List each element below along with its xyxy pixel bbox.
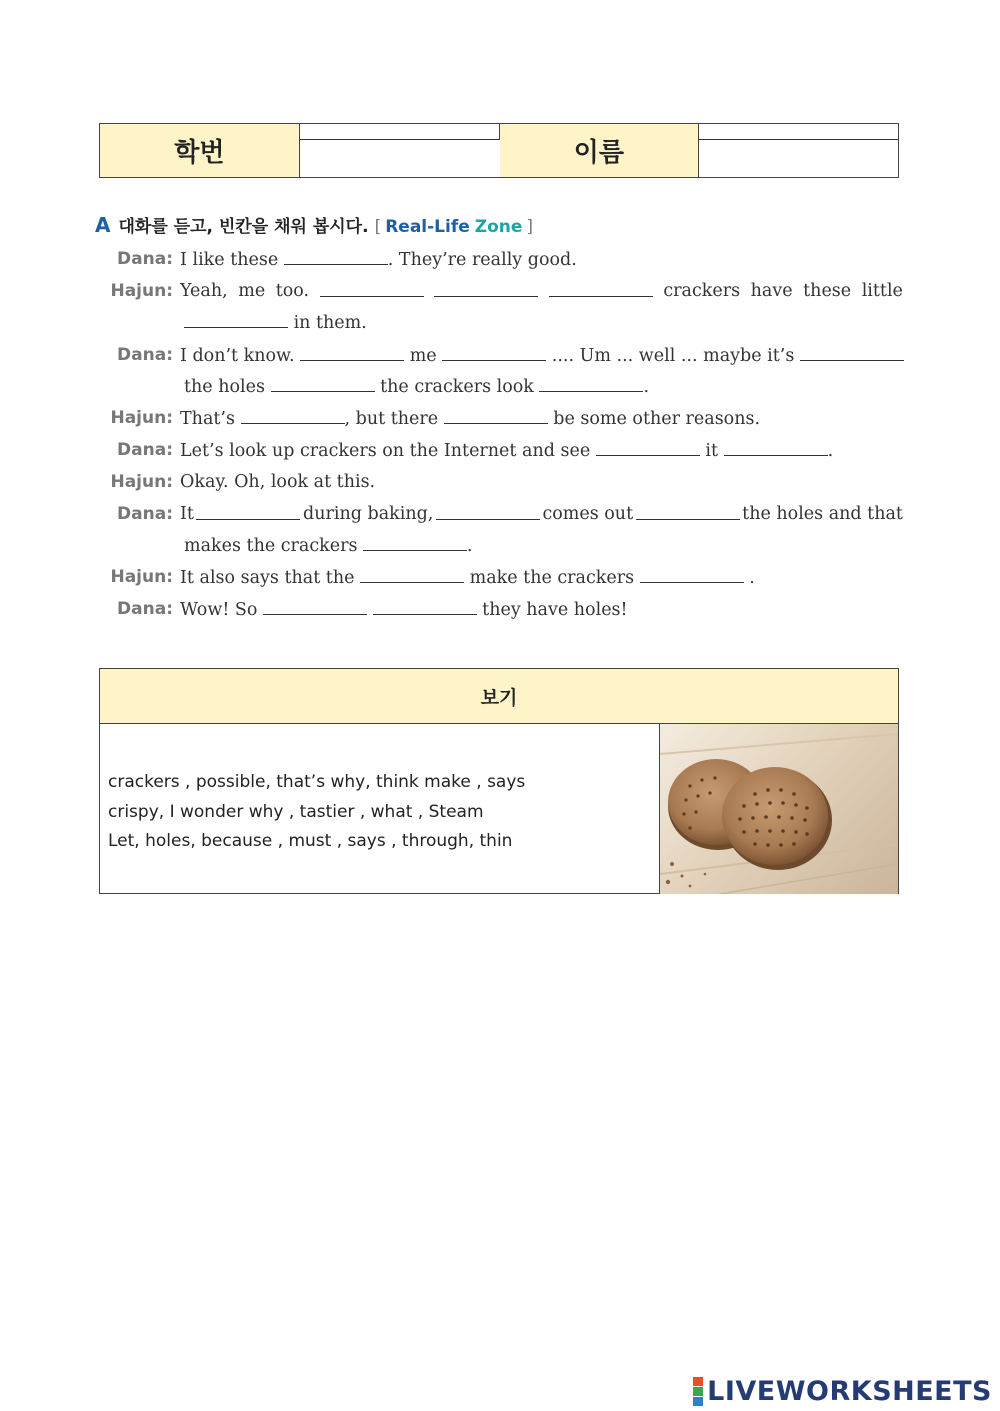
dialogue-line bbox=[180, 280, 903, 302]
word-bank-line: crackers , possible, that’s why, think make , says bbox=[108, 772, 526, 792]
dialogue-text: the holes and that bbox=[742, 504, 903, 524]
dialogue-text: It bbox=[180, 504, 194, 524]
liveworksheets-logo bbox=[693, 1376, 992, 1407]
answer-blank[interactable] bbox=[444, 407, 548, 424]
speaker-label: Hajun: bbox=[110, 408, 173, 428]
speaker-label: Hajun: bbox=[110, 567, 173, 587]
logo-block bbox=[693, 1377, 703, 1386]
word-bank-body bbox=[100, 724, 898, 894]
section-instruction: 대화를 듣고, 빈칸을 채워 봅시다. bbox=[118, 217, 369, 237]
section-heading bbox=[95, 212, 533, 237]
dialogue-text: , but there bbox=[344, 409, 439, 429]
section-letter: A bbox=[95, 213, 111, 237]
answer-blank[interactable] bbox=[724, 439, 828, 456]
student-info-table bbox=[99, 123, 899, 178]
dialogue-line bbox=[180, 407, 760, 430]
answer-blank[interactable] bbox=[373, 598, 477, 615]
dialogue-line bbox=[180, 248, 577, 271]
dialogue-text: little bbox=[861, 281, 903, 301]
word-bank-list bbox=[100, 724, 660, 894]
answer-blank[interactable] bbox=[549, 280, 653, 297]
answer-blank[interactable] bbox=[320, 280, 424, 297]
dialogue-line bbox=[180, 566, 755, 589]
dialogue-line bbox=[180, 439, 833, 462]
dialogue-text: these bbox=[803, 281, 852, 301]
dialogue-line bbox=[180, 598, 628, 621]
dialogue-text: the holes bbox=[184, 377, 265, 397]
dialogue-text: me bbox=[238, 281, 266, 301]
speaker-label: Hajun: bbox=[110, 281, 173, 301]
word-bank-line: crispy, I wonder why , tastier , what , Steam bbox=[108, 801, 484, 822]
answer-blank[interactable] bbox=[263, 598, 367, 615]
answer-blank[interactable] bbox=[271, 375, 375, 392]
answer-blank[interactable] bbox=[360, 566, 464, 583]
answer-blank[interactable] bbox=[363, 534, 467, 551]
dialogue-line bbox=[184, 534, 473, 557]
name-field[interactable] bbox=[699, 124, 898, 140]
logo-text: LIVEWORKSHEETS bbox=[707, 1376, 992, 1407]
dialogue-text: have bbox=[750, 281, 793, 301]
dialogue-text: Wow! So bbox=[180, 600, 258, 620]
answer-blank[interactable] bbox=[434, 280, 538, 297]
answer-blank[interactable] bbox=[640, 566, 744, 583]
answer-blank[interactable] bbox=[184, 311, 288, 328]
answer-blank[interactable] bbox=[436, 503, 540, 520]
dialogue-text: me bbox=[409, 346, 437, 366]
dialogue-text: it bbox=[705, 441, 718, 461]
answer-blank[interactable] bbox=[800, 344, 904, 361]
answer-blank[interactable] bbox=[539, 375, 643, 392]
dialogue-text: Okay. Oh, look at this. bbox=[180, 472, 376, 492]
dialogue-text: .... Um ... well ... maybe it’s bbox=[551, 346, 795, 366]
dialogue-line bbox=[180, 344, 904, 367]
dialogue-text: That’s bbox=[180, 409, 235, 429]
crackers-image bbox=[660, 724, 898, 894]
logo-block bbox=[693, 1397, 703, 1406]
dialogue-text: I like these bbox=[180, 250, 279, 270]
dialogue-text: I don’t know. bbox=[180, 346, 295, 366]
dialogue-text: during baking, bbox=[303, 504, 434, 524]
dialogue-text: Yeah, bbox=[180, 281, 228, 301]
dialogue-text: make the crackers bbox=[469, 568, 635, 588]
logo-block bbox=[693, 1387, 703, 1396]
word-bank-line: Let, holes, because , must , says , through, thin bbox=[108, 831, 513, 851]
name-label: 이름 bbox=[500, 124, 700, 177]
dialogue-text: Let’s look up crackers on the Internet and see bbox=[180, 441, 591, 461]
tag-real-life: Real-Life bbox=[385, 217, 470, 237]
speaker-label: Dana: bbox=[117, 599, 173, 619]
dialogue-line bbox=[180, 471, 375, 493]
answer-blank[interactable] bbox=[241, 407, 345, 424]
speaker-label: Dana: bbox=[117, 249, 173, 269]
tag-zone: Zone bbox=[474, 217, 523, 237]
dialogue-text: comes out bbox=[542, 504, 634, 524]
speaker-label: Dana: bbox=[117, 345, 173, 365]
dialogue-text: crackers bbox=[663, 281, 741, 301]
dialogue-text: . bbox=[827, 441, 834, 461]
dialogue-line bbox=[184, 375, 649, 398]
dialogue-line bbox=[180, 503, 903, 525]
speaker-label: Dana: bbox=[117, 504, 173, 524]
dialogue-text: . bbox=[643, 377, 650, 397]
answer-blank[interactable] bbox=[442, 344, 546, 361]
word-bank-title: 보기 bbox=[100, 669, 898, 724]
dialogue-text: . bbox=[749, 568, 755, 588]
dialogue-line bbox=[184, 311, 367, 334]
dialogue-text: the crackers look bbox=[380, 377, 534, 397]
crackers-photo bbox=[660, 724, 898, 894]
dialogue-text: It also says that the bbox=[180, 568, 355, 588]
answer-blank[interactable] bbox=[596, 439, 700, 456]
cracker-front bbox=[722, 767, 828, 865]
answer-blank[interactable] bbox=[636, 503, 740, 520]
dialogue-text: be some other reasons. bbox=[553, 409, 761, 429]
answer-blank[interactable] bbox=[196, 503, 300, 520]
dialogue-text: . bbox=[467, 536, 473, 556]
answer-blank[interactable] bbox=[300, 344, 404, 361]
dialogue-text: . They’re really good. bbox=[387, 250, 577, 270]
dialogue-text: they have holes! bbox=[482, 600, 628, 620]
word-bank-box bbox=[99, 668, 899, 894]
tag-bracket-close: ] bbox=[526, 217, 534, 237]
logo-blocks-icon bbox=[693, 1377, 703, 1406]
speaker-label: Dana: bbox=[117, 440, 173, 460]
answer-blank[interactable] bbox=[284, 248, 388, 265]
dialogue-text: too. bbox=[275, 281, 310, 301]
dialogue-text: in them. bbox=[293, 313, 367, 333]
student-id-field[interactable] bbox=[300, 124, 500, 140]
student-id-label: 학번 bbox=[100, 124, 300, 177]
dialogue-text: makes the crackers bbox=[184, 536, 358, 556]
tag-bracket-open: [ bbox=[374, 217, 382, 237]
speaker-label: Hajun: bbox=[110, 472, 173, 492]
